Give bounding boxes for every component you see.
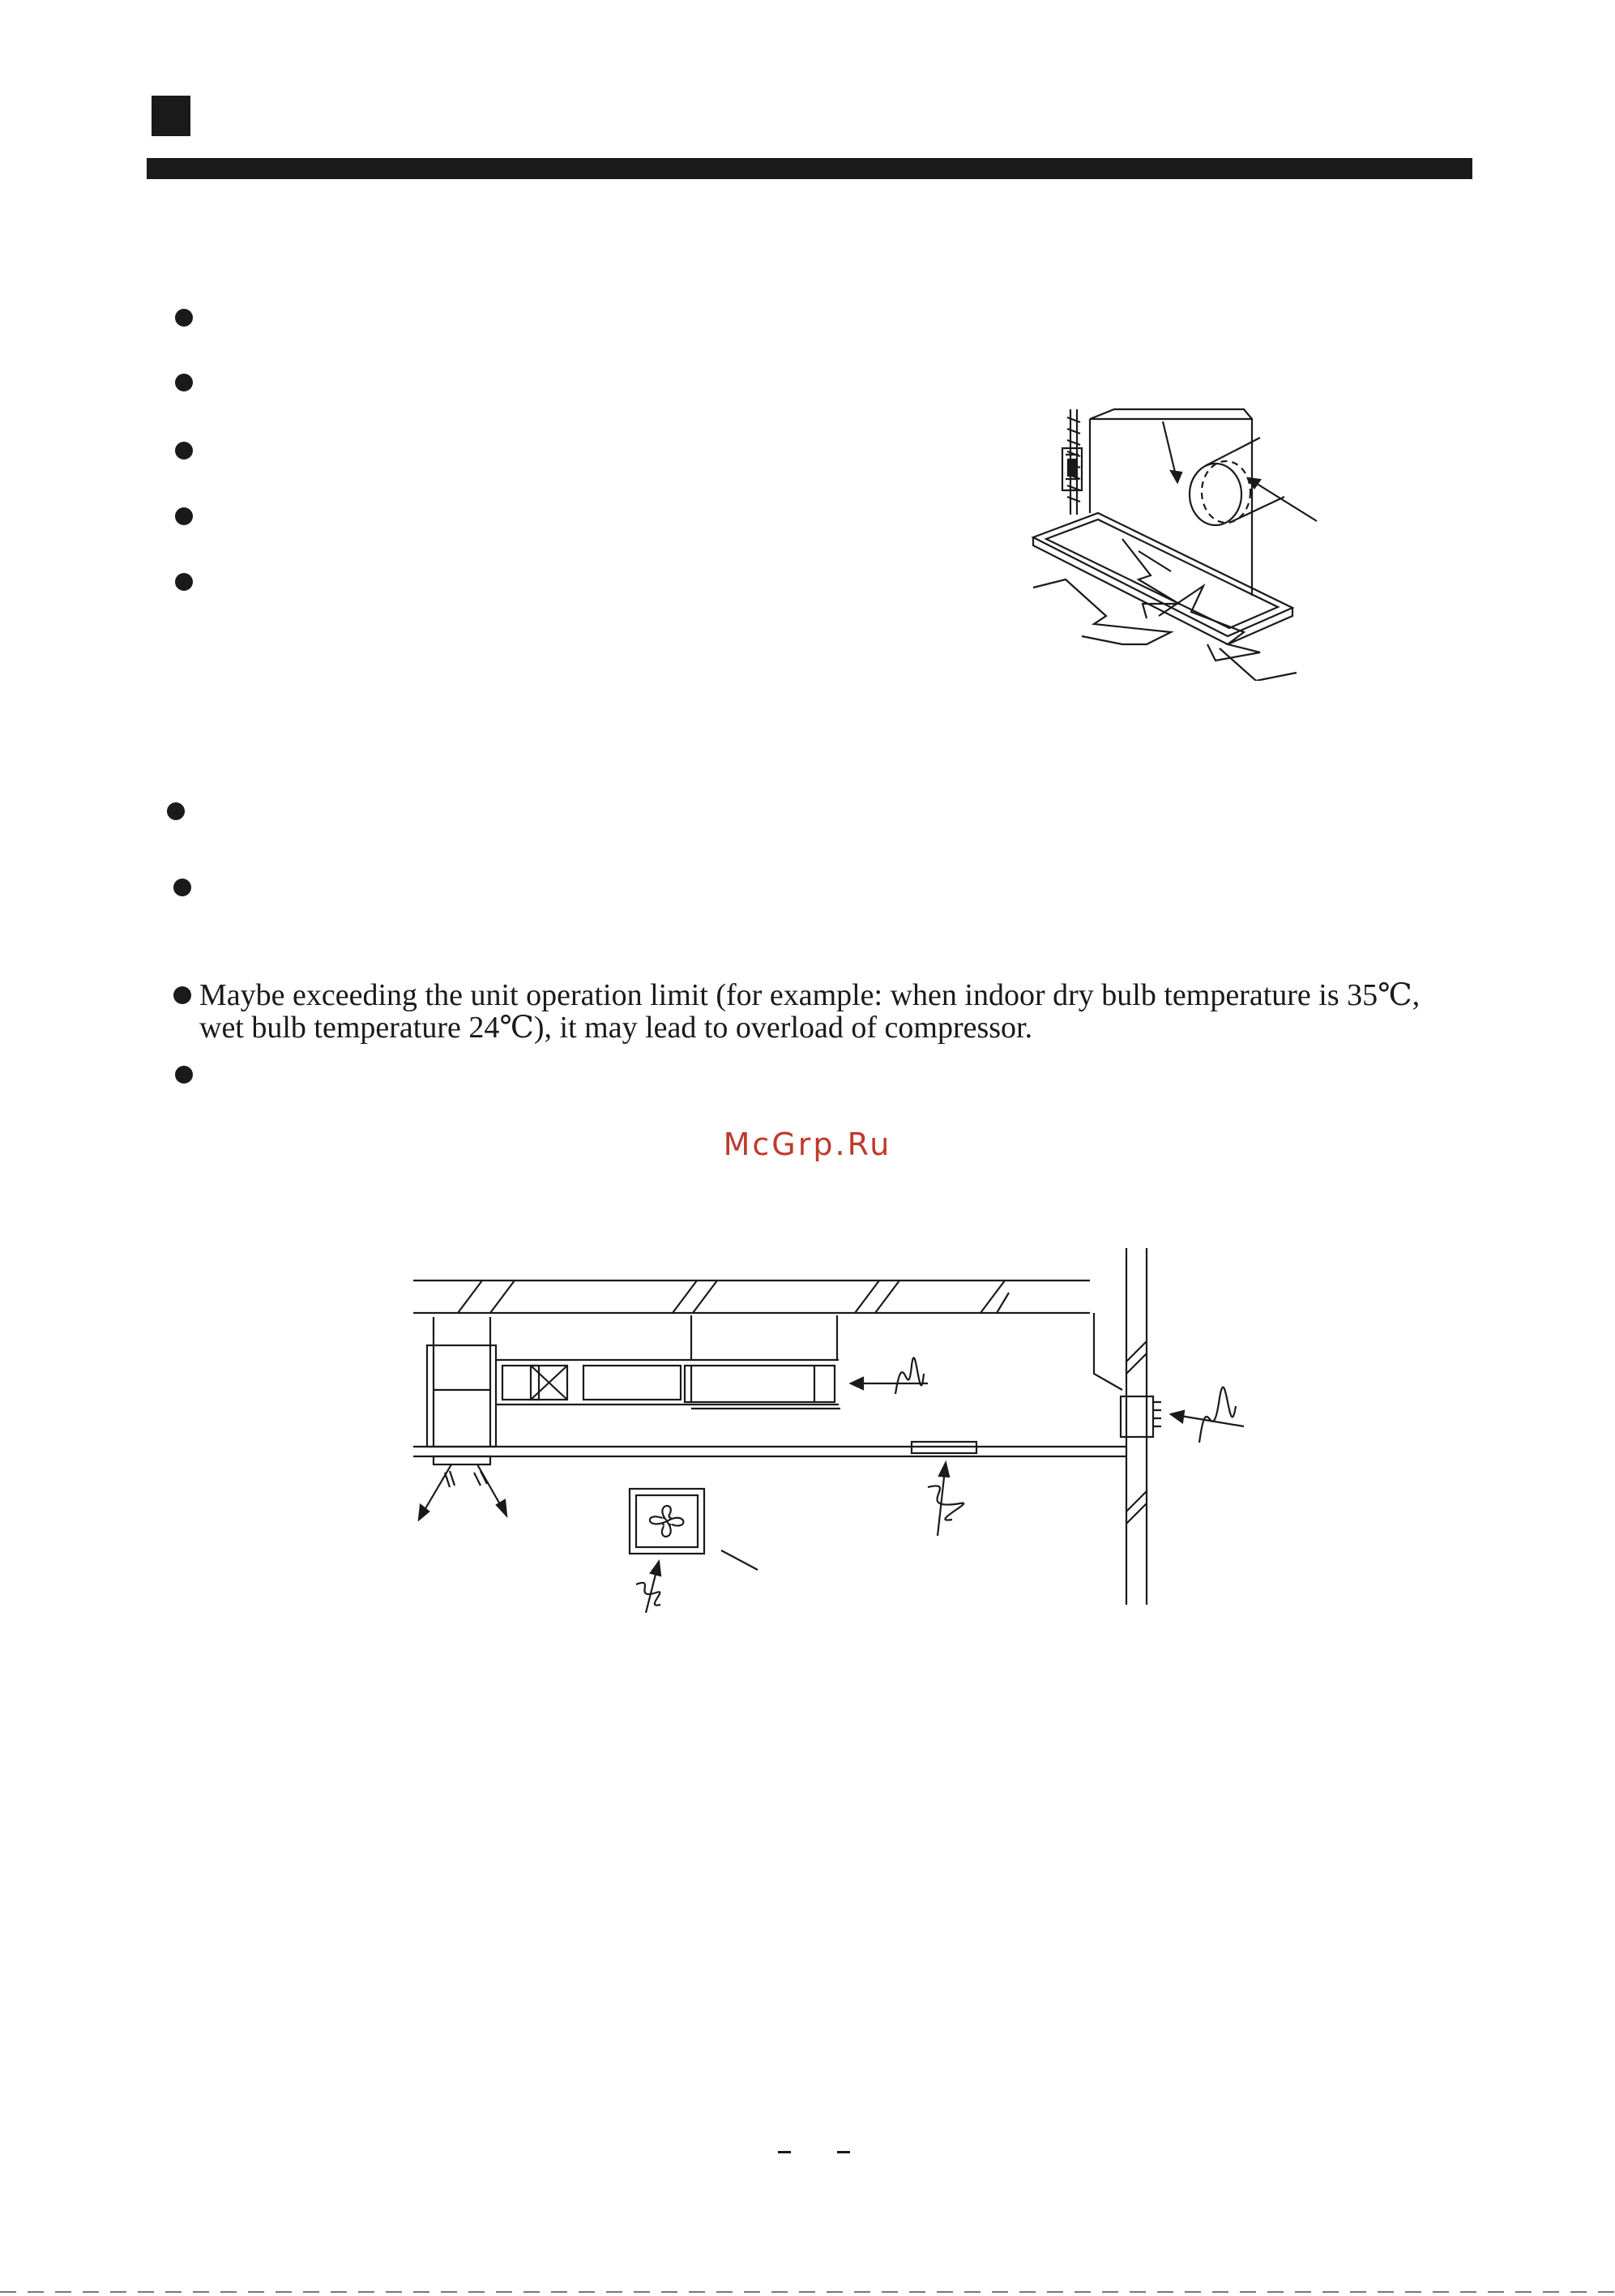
- page-bottom-edge: [0, 2291, 1615, 2293]
- operation-limit-warning: [199, 979, 1463, 1044]
- ceiling-unit-diagram: [1017, 401, 1341, 681]
- warning-line-2: wet bulb temperature 24℃), it may lead to overload of compressor.: [199, 1011, 1033, 1045]
- page-number-dash-right: [837, 2151, 850, 2153]
- bullet-marker: [173, 986, 191, 1004]
- section-marker: [152, 96, 190, 136]
- watermark: McGrp.Ru: [723, 1127, 892, 1162]
- bullet-marker: [175, 507, 193, 525]
- bullet-marker: [175, 1066, 193, 1084]
- bullet-marker: [175, 442, 193, 460]
- bullet-marker: [173, 879, 191, 896]
- bullet-marker: [175, 309, 193, 327]
- ventilation-layout-diagram: [409, 1244, 1272, 1613]
- header-bar: [147, 158, 1472, 179]
- warning-line-1: Maybe exceeding the unit operation limit (for example: when indoor dry bulb temperature is 35℃,: [199, 978, 1421, 1012]
- bullet-marker: [167, 802, 185, 820]
- page-number-dash-left: [778, 2151, 791, 2153]
- bullet-marker: [175, 573, 193, 591]
- bullet-marker: [175, 374, 193, 391]
